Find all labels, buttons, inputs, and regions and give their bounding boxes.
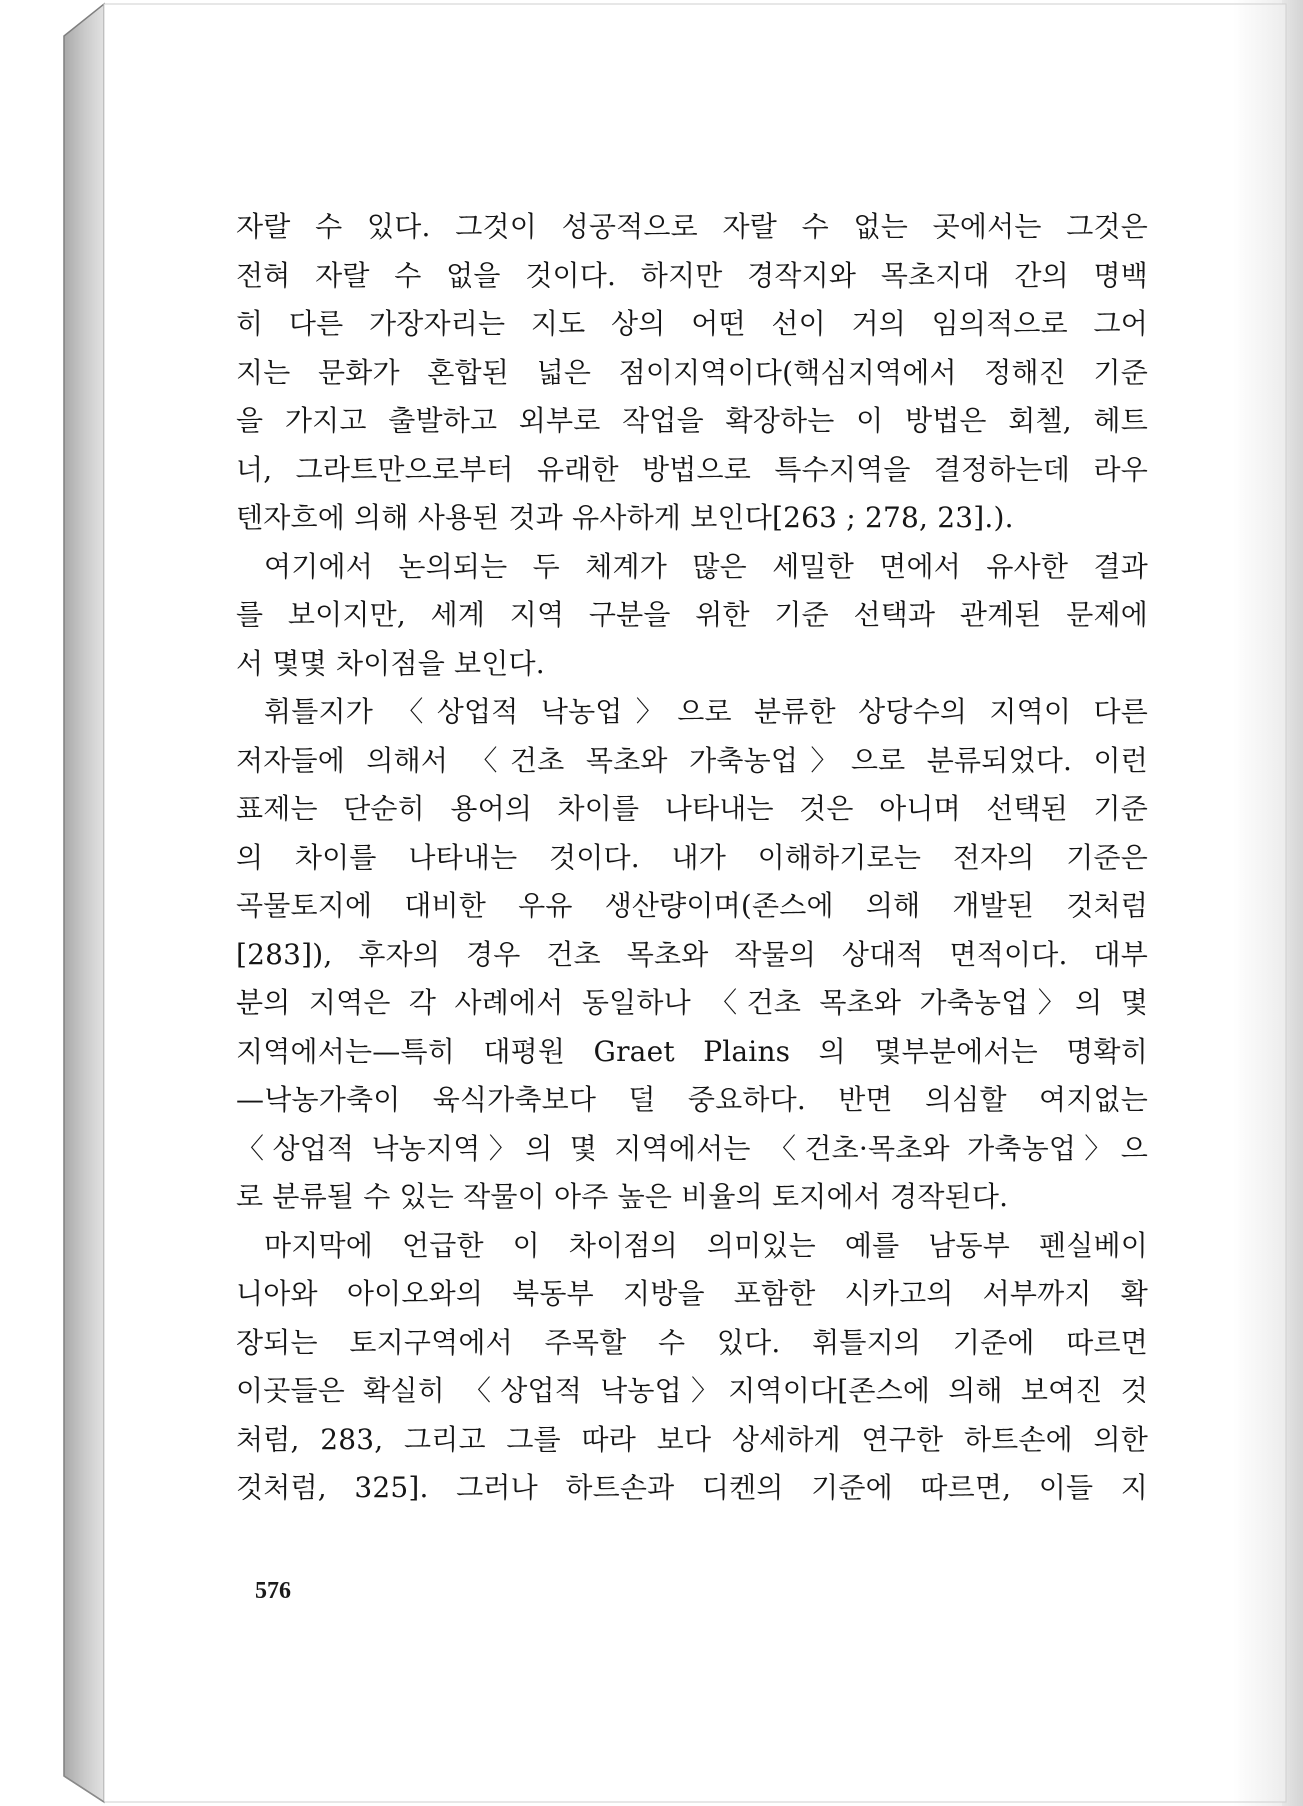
text-line: 을 가지고 출발하고 외부로 작업을 확장하는 이 방법은 회첼, 헤트 — [236, 404, 1148, 437]
paragraph-2 — [236, 543, 1148, 689]
text-line: 로 분류될 수 있는 작물이 아주 높은 비율의 토지에서 경작된다. — [236, 1180, 1009, 1213]
text-line: 히 다른 가장자리는 지도 상의 어떤 선이 거의 임의적으로 그어 — [236, 307, 1148, 340]
text-line: 자랄 수 있다. 그것이 성공적으로 자랄 수 없는 곳에서는 그것은 — [236, 210, 1148, 243]
page-text — [236, 203, 1148, 1513]
text-line: 니아와 아이오와의 북동부 지방을 포함한 시카고의 서부까지 확 — [236, 1277, 1148, 1310]
page-number: 576 — [255, 1578, 291, 1604]
text-line: 텐자흐에 의해 사용된 것과 유사하게 보인다[263 ; 278, 23].). — [236, 501, 1014, 534]
text-line: 〈상업적 낙농지역〉의 몇 지역에서는 〈건초·목초와 가축농업〉으 — [236, 1131, 1148, 1165]
paragraph-3 — [236, 688, 1148, 1222]
book-spine-side — [64, 4, 104, 1802]
text-line: 처럼, 283, 그리고 그를 따라 보다 상세하게 연구한 하트손에 의한 — [236, 1422, 1148, 1456]
paragraph-4 — [236, 1222, 1148, 1513]
text-line: 너, 그라트만으로부터 유래한 방법으로 특수지역을 결정하는데 라우 — [236, 452, 1148, 486]
text-line: 를 보이지만, 세계 지역 구분을 위한 기준 선택과 관계된 문제에 — [236, 598, 1148, 631]
text-line: 표제는 단순히 용어의 차이를 나타내는 것은 아니며 선택된 기준 — [236, 792, 1148, 825]
text-line: [283]), 후자의 경우 건초 목초와 작물의 상대적 면적이다. 대부 — [236, 937, 1148, 971]
text-line: 저자들에 의해서 〈건초 목초와 가축농업〉으로 분류되었다. 이런 — [236, 743, 1148, 777]
text-line: 마지막에 언급한 이 차이점의 의미있는 예를 남동부 펜실베이 — [264, 1228, 1148, 1262]
text-line: 것처럼, 325]. 그러나 하트손과 디켄의 기준에 따르면, 이들 지 — [236, 1471, 1148, 1504]
text-line: 서 몇몇 차이점을 보인다. — [236, 646, 545, 680]
paragraph-1 — [236, 203, 1148, 543]
text-line: 여기에서 논의되는 두 체계가 많은 세밀한 면에서 유사한 결과 — [264, 549, 1148, 583]
text-line: 곡물토지에 대비한 우유 생산량이며(존스에 의해 개발된 것처럼 — [236, 889, 1148, 922]
text-line: 장되는 토지구역에서 주목할 수 있다. 휘틀지의 기준에 따르면 — [236, 1325, 1148, 1359]
text-line: 지는 문화가 혼합된 넓은 점이지역이다(핵심지역에서 정해진 기준 — [236, 355, 1148, 389]
text-line: 지역에서는—특히 대평원 Graet Plains 의 몇부분에서는 명확히 — [236, 1034, 1148, 1068]
text-line: 휘틀지가 〈상업적 낙농업〉으로 분류한 상당수의 지역이 다른 — [264, 695, 1148, 728]
text-line: 전혀 자랄 수 없을 것이다. 하지만 경작지와 목초지대 간의 명백 — [236, 258, 1148, 292]
text-line: —낙농가축이 육식가축보다 덜 중요하다. 반면 의심할 여지없는 — [236, 1083, 1148, 1116]
text-line: 이곳들은 확실히 〈상업적 낙농업〉지역이다[존스에 의해 보여진 것 — [236, 1374, 1148, 1407]
text-line: 분의 지역은 각 사례에서 동일하나 〈건초 목초와 가축농업〉의 몇 — [236, 986, 1148, 1019]
text-line: 의 차이를 나타내는 것이다. 내가 이해하기로는 전자의 기준은 — [236, 840, 1148, 874]
